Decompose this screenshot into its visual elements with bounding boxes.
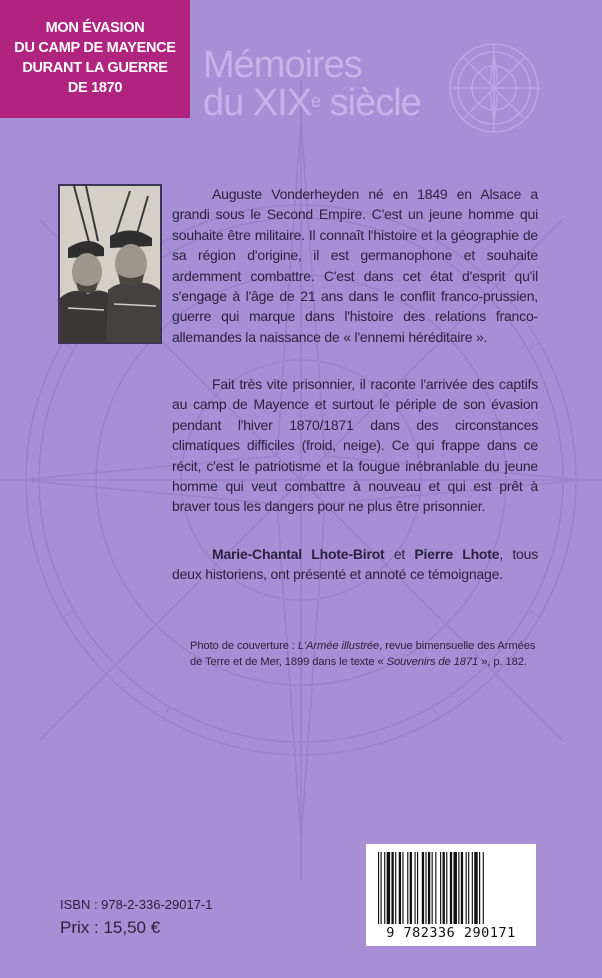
barcode-bar bbox=[446, 852, 447, 924]
title-line-1: MON ÉVASION bbox=[45, 20, 145, 36]
barcode-bar bbox=[415, 852, 416, 924]
credit-suffix: », p. 182. bbox=[478, 656, 527, 668]
title-line-2: DU CAMP DE MAYENCE bbox=[14, 40, 176, 56]
barcode-bar bbox=[474, 852, 477, 924]
title-line-3: DURANT LA GUERRE bbox=[22, 60, 168, 76]
credit-prefix: Photo de couverture : bbox=[190, 640, 298, 652]
barcode-bar bbox=[479, 852, 480, 924]
barcode-bar bbox=[432, 852, 433, 924]
barcode bbox=[366, 844, 536, 946]
series-line-2 bbox=[203, 84, 421, 122]
summary-paragraph-1: Auguste Vonderheyden né en 1849 en Alsace a grandi sous le Second Empire. C'est un jeune homme qui souhaite être militaire. Il connaît l'histoire et la géographie de sa région d'origine, il est germanophone et souhaite ardemment combattre. C'est dans cet état d'esprit qu'il s'engage à l'âge de 21 ans dans le conflit franco-prussien, guerre qui marque dans l'histoire des relations franco-allemandes la naissance de « l'ennemi héréditaire ». bbox=[172, 186, 538, 345]
barcode-bar bbox=[402, 852, 403, 924]
authors-description: , tous deux historiens, ont présenté et annoté ce témoignage. bbox=[172, 546, 539, 583]
barcode-bar bbox=[410, 852, 412, 924]
barcode-bar bbox=[428, 852, 430, 924]
barcode-bar bbox=[440, 852, 441, 924]
credit-source: L'Armée illustrée bbox=[297, 640, 380, 652]
barcode-bar bbox=[461, 852, 463, 924]
barcode-bar bbox=[466, 852, 467, 924]
barcode-bar bbox=[395, 852, 396, 924]
series-line-2-suffix: siècle bbox=[320, 82, 421, 124]
credit-middle: , revue bimensuelle des Armées de Terre et de Mer, 1899 dans le texte « bbox=[190, 640, 536, 668]
book-title-box bbox=[0, 0, 190, 118]
barcode-bar bbox=[387, 852, 390, 924]
barcode-bars bbox=[374, 852, 528, 924]
price: Prix : 15,50 € bbox=[60, 918, 161, 937]
barcode-bar bbox=[468, 852, 469, 924]
barcode-bar bbox=[454, 852, 457, 924]
photo-credit bbox=[190, 638, 538, 670]
barcode-bar bbox=[483, 852, 484, 924]
barcode-bar bbox=[407, 852, 408, 924]
credit-article: Souvenirs de 1871 bbox=[386, 656, 479, 668]
barcode-bar bbox=[399, 852, 401, 924]
soldiers-photo-icon bbox=[60, 186, 160, 342]
cover-photo-soldiers bbox=[58, 184, 162, 344]
title-line-4: DE 1870 bbox=[67, 80, 123, 96]
authors-paragraph bbox=[172, 544, 538, 585]
barcode-bar bbox=[425, 852, 426, 924]
barcode-bar bbox=[384, 852, 385, 924]
barcode-bar bbox=[443, 852, 445, 924]
barcode-bar bbox=[458, 852, 459, 924]
barcode-bar bbox=[472, 852, 473, 924]
series-line-1: Mémoires bbox=[203, 44, 362, 86]
barcode-bar bbox=[417, 852, 418, 924]
series-line-2-prefix: du XIX bbox=[203, 82, 312, 124]
author-1: Marie-Chantal Lhote-Birot bbox=[212, 546, 385, 562]
series-title bbox=[203, 46, 421, 122]
series-superscript: e bbox=[311, 91, 321, 111]
barcode-bar bbox=[422, 852, 424, 924]
barcode-bar bbox=[378, 852, 379, 924]
isbn: ISBN : 978-2-336-29017-1 bbox=[60, 897, 213, 912]
barcode-bar bbox=[450, 852, 452, 924]
author-connector: et bbox=[384, 546, 415, 562]
barcode-bar bbox=[391, 852, 393, 924]
summary-paragraph-2: Fait très vite prisonnier, il raconte l'arrivée des captifs au camp de Mayence et surtout le périple de son évasion pendant l'hiver 1870/1871 dans des circonstances climatiques difficiles (froid, neige). Ce qui frappe dans ce récit, c'est le patriotisme et la fougue inébranlable du jeune homme qui veut combattre à nouveau et qui est prêt à braver tous les dangers pour ne plus être prisonnier. bbox=[172, 376, 538, 515]
barcode-bar bbox=[381, 852, 382, 924]
compass-seal-icon bbox=[448, 42, 540, 134]
barcode-bar bbox=[435, 852, 436, 924]
author-2: Pierre Lhote bbox=[414, 546, 500, 562]
barcode-digits: 9 782336 290171 bbox=[386, 925, 516, 941]
